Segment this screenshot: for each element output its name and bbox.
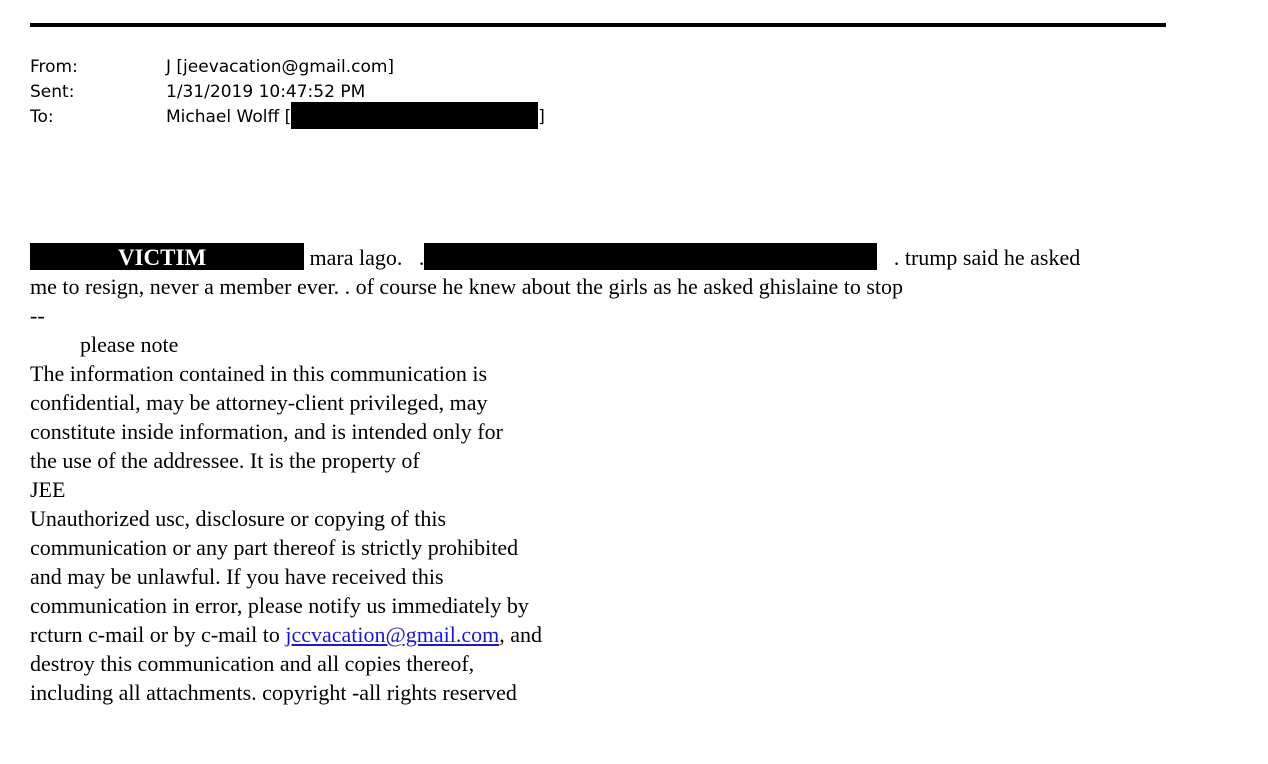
signature-line: Unauthorized usc, disclosure or copying of this <box>30 506 447 531</box>
to-name: Michael Wolff [ <box>166 107 292 127</box>
to-close-bracket: ] <box>538 107 545 127</box>
signature-line: and may be unlawful. If you have received this <box>30 564 444 589</box>
from-value: J [jeevacation@gmail.com] <box>166 57 395 77</box>
signature-line: communication or any part thereof is strictly prohibited <box>30 535 519 560</box>
top-divider-rule <box>30 23 1166 27</box>
return-prefix: rcturn c-mail or by c-mail to <box>30 622 286 647</box>
signature-return-line <box>30 620 1080 649</box>
body-text-mara-lago: mara lago. <box>309 245 403 270</box>
signature-line: confidential, may be attorney-client privileged, may <box>30 390 488 415</box>
signature-please-note: please note <box>80 332 179 357</box>
return-email-link[interactable]: jccvacation@gmail.com <box>285 622 500 647</box>
redaction-block-recipient-email <box>291 102 538 129</box>
body-text-dot: . <box>418 245 425 270</box>
signature-line: destroy this communication and all copies thereof, <box>30 651 475 676</box>
to-label: To: <box>30 107 54 127</box>
redaction-block-body <box>424 243 877 270</box>
signature-line: constitute inside information, and is intended only for <box>30 419 503 444</box>
signature-line: communication in error, please notify us immediately by <box>30 593 529 618</box>
to-value <box>166 105 545 130</box>
sent-label: Sent: <box>30 82 75 102</box>
return-suffix: , and <box>499 622 543 647</box>
signature-line: The information contained in this communication is <box>30 361 488 386</box>
signature-line: the use of the addressee. It is the property of <box>30 448 420 473</box>
sent-value: 1/31/2019 10:47:52 PM <box>166 82 366 102</box>
victim-label: VICTIM <box>118 245 207 270</box>
body-line-1 <box>30 243 1080 272</box>
signature-separator: -- <box>30 303 45 328</box>
redaction-block-victim <box>30 243 304 270</box>
signature-line: JEE <box>30 477 66 502</box>
signature-line: including all attachments. copyright -all rights reserved <box>30 680 517 705</box>
body-text-trump-said: . trump said he asked <box>893 245 1081 270</box>
body-line-2: me to resign, never a member ever. . of course he knew about the girls as he asked ghislaine to stop <box>30 274 904 299</box>
from-label: From: <box>30 57 78 77</box>
email-body <box>30 243 1080 707</box>
